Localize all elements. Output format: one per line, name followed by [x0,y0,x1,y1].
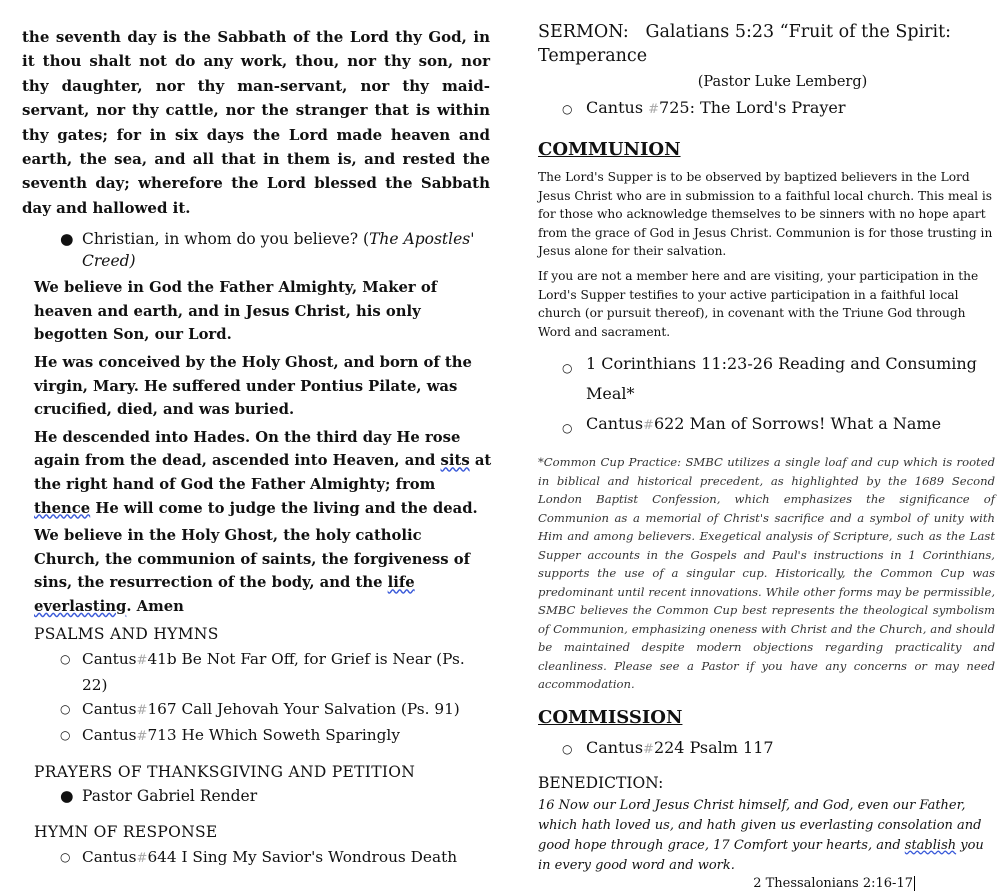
benediction-text [538,796,995,876]
list-item [538,736,995,762]
bullet-icon: ● [60,786,74,805]
list-item [22,647,490,697]
apostles-creed [34,276,492,618]
hash-mark: # [136,728,148,744]
cantus-label: Cantus [82,847,137,866]
circle-bullet-icon: ○ [562,741,573,756]
bullet-icon: ● [60,230,74,249]
spellcheck-word: life everlasting [34,574,415,615]
cantus-label: Cantus [82,725,137,744]
note-label: *Common Cup Practice: [538,455,682,470]
creed-prompt-text: Christian, in whom do you believe? ( [82,230,370,249]
circle-bullet-icon: ○ [60,849,71,864]
list-item [22,697,490,723]
note-text: SMBC utilizes a single loaf and cup which is rooted in biblical and historical precedent, as highlighted by the 1689 Second London Baptist Confession, which emphasizes the significance of Communion as a memorial of Christ's sacrifice and a symbol of unity with Him and among believers. Exegetical analysis of Scripture, such as the Last Supper accounts in the Gospels and Paul's instructions in 1 Corinthians, supports the use of a singular cup. Historically, the Common Cup was predominant until recent innovations. While other forms may be permissible, SMBC believes the Common Cup best represents the theological symbolism of Communion, emphasizing oneness with Christ and the Church, and should be maintained despite modern objections regarding practicality and cleanliness. Please see a Pastor if you have any concerns or may need accommodation. [538,455,996,692]
left-column [22,0,490,871]
hymn-title: 622 Man of Sorrows! What a Name [653,414,942,434]
creed-title: The Apostles' Creed) [82,230,475,271]
list-item [538,349,995,409]
sermon-label: SERMON: [538,22,629,42]
circle-bullet-icon: ○ [562,361,573,376]
sermon-line [538,20,995,68]
circle-bullet-icon: ○ [60,701,71,716]
list-item [22,723,490,749]
creed-text: at the right hand of God the Father Almighty; from [34,452,492,493]
circle-bullet-icon: ○ [60,651,71,666]
spellcheck-word: sits [440,452,470,470]
spellcheck-word: stablish [904,837,957,853]
cantus-label: Cantus [82,649,137,668]
communion-list [538,349,995,441]
list-item [538,96,995,122]
communion-paragraph-1: The Lord's Supper is to be observed by baptized believers in the Lord Jesus Christ who are in submission to a faithful local church. This meal is for those who acknowledge themselves to be sinners with no hope apart from the grace of God in Jesus Christ. Communion is for those trusting in Jesus alone for their salvation. [538,170,993,259]
hash-mark: # [643,418,654,434]
list-item [538,409,995,441]
hash-mark: # [648,102,660,117]
hash-mark: # [136,652,148,668]
right-column [538,0,995,891]
creed-paragraph-4 [34,524,492,618]
sabbath-commandment-text: the seventh day is the Sabbath of the Lord thy God, in it thou shalt not do any work, thou, nor thy son, nor thy daughter, nor thy man-servant, nor thy maid-servant, nor thy cattle, nor the stranger that is within thy gates; for in six days the Lord made heaven and earth, the sea, and all that in them is, and rested the seventh day; wherefore the Lord blessed the Sabbath day and hallowed it. [22,28,490,217]
scripture-reading: 1 Corinthians 11:23-26 Reading and Consuming Meal* [586,354,977,404]
prayers-heading: PRAYERS OF THANKSGIVING AND PETITION [34,762,416,781]
scripture-reference: 2 Thessalonians 2:16-17 [753,875,913,891]
commission-heading: COMMISSION [538,706,683,728]
creed-text: We believe in the Holy Ghost, the holy catholic Church, the communion of saints, the forgiveness of sins, the resurrection of the body, and the [34,527,470,592]
hymn-title: 224 Psalm 117 [653,737,774,757]
hymn-title: 725: The Lord's Prayer [659,98,846,117]
hymn-title: 41b Be Not Far Off, for Grief is Near (Ps. 22) [82,649,465,694]
creed-paragraph-2: He was conceived by the Holy Ghost, and born of the virgin, Mary. He suffered under Pontius Pilate, was crucified, died, and was buried. [34,354,472,419]
commission-list [538,736,995,762]
prayers-item [22,785,490,807]
sermon-preacher: (Pastor Luke Lemberg) [697,74,868,90]
circle-bullet-icon: ○ [60,727,71,742]
communion-paragraph-2: If you are not a member here and are visiting, your participation in the Lord's Supper testifies to your active participation in a faithful local church (or pursuit thereof), in covenant with the Triune God through Word and sacrament. [538,268,979,339]
prayer-leader: Pastor Gabriel Render [82,786,258,805]
creed-paragraph-1: We believe in God the Father Almighty, Maker of heaven and earth, and in Jesus Christ, his only begotten Son, our Lord. [34,279,438,344]
benediction-heading: BENEDICTION: [538,773,664,792]
sermon-title: Galatians 5:23 “Fruit of the Spirit: Temperance [538,22,952,66]
text-cursor [914,876,915,891]
benediction-part: you in every good word and work. [538,837,984,873]
hymn-title: 167 Call Jehovah Your Salvation (Ps. 91) [147,699,460,718]
hymn-title: 644 I Sing My Savior's Wondrous Death [147,847,458,866]
list-item [22,845,490,871]
hash-mark: # [136,702,148,718]
creed-text: . Amen [126,597,184,615]
cantus-label: Cantus [586,414,644,434]
common-cup-note [538,453,995,694]
cantus-label: Cantus [586,737,644,757]
hash-mark: # [136,850,148,866]
response-heading: HYMN OF RESPONSE [34,822,218,841]
psalms-heading: PSALMS AND HYMNS [34,624,219,643]
psalms-list [22,647,490,749]
circle-bullet-icon: ○ [562,421,573,436]
circle-bullet-icon: ○ [562,102,573,116]
creed-paragraph-3 [34,426,492,520]
hymn-title: 713 He Which Soweth Sparingly [147,725,400,744]
benediction-part: 16 Now our Lord Jesus Christ himself, and God, even our Father, which hath loved us, and hath given us everlasting consolation and good hope through grace, 17 Comfort your hearts, and [538,797,982,853]
creed-text: He will come to judge the living and the dead. [90,499,478,517]
creed-text: He descended into Hades. On the third day He rose again from the dead, ascended into Heaven, and [34,428,461,470]
creed-prompt [22,228,490,272]
cantus-label: Cantus [82,699,137,718]
sermon-hymn-list [538,96,995,122]
hash-mark: # [643,741,654,757]
cantus-label: Cantus [586,98,644,117]
spellcheck-word: thence [34,499,91,517]
response-list [22,845,490,871]
benediction-reference[interactable] [538,876,915,891]
communion-heading: COMMUNION [538,139,681,160]
